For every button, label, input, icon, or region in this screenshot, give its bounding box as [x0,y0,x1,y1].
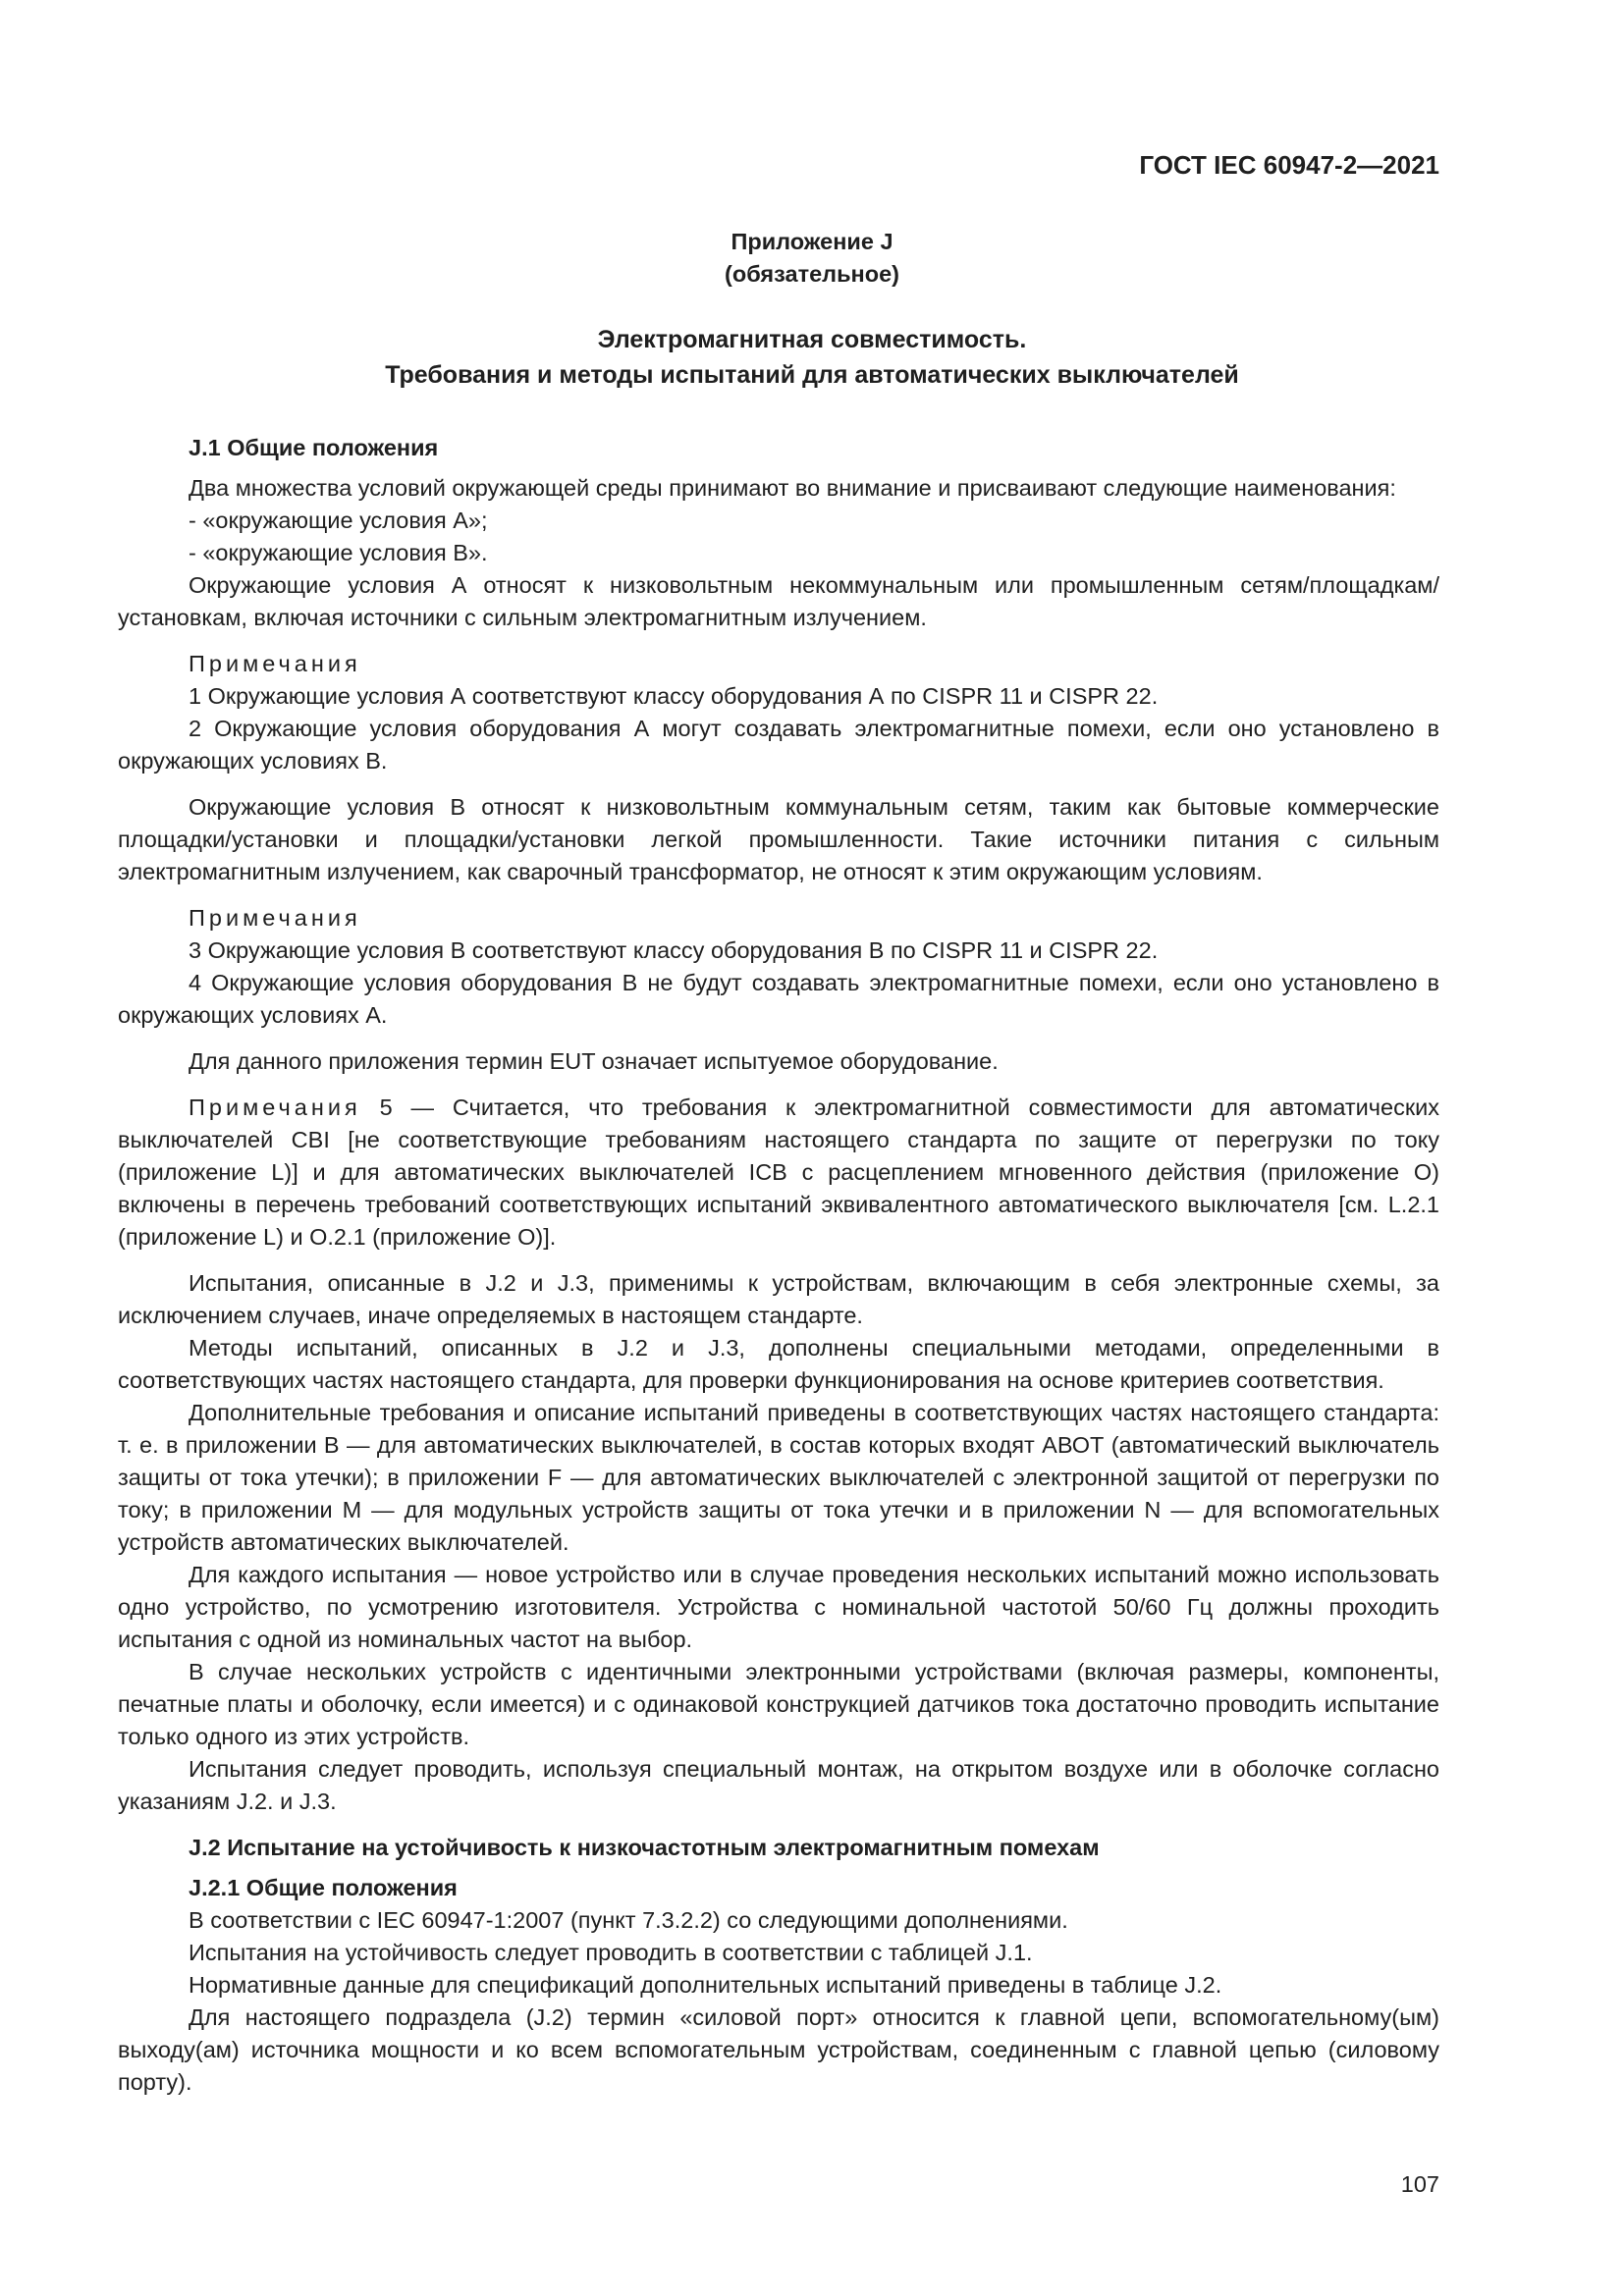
annex-main-title [0,322,1624,393]
section-title-j2: J.2 Испытание на устойчивость к низкочастотным электромагнитным помехам [189,1835,1100,1860]
paragraph: Дополнительные требования и описание испытаний приведены в соответствующих частях настоящего стандарта: т. е. в приложении В — для автоматических выключателей, в состав которых входят АВОТ (автоматический выключатель защиты от тока утечки); в приложении F — для автоматических выключателей с электронной защитой от перегрузки по току; в приложении М — для модульных устройств защиты от тока утечки и в приложении N — для вспомогательных устройств автоматических выключателей. [118,1400,1439,1555]
annex-heading [0,226,1624,291]
paragraph: Методы испытаний, описанных в J.2 и J.3, дополнены специальными методами, определенными в соответствующих частях настоящего стандарта, для проверки функционирования на основе критериев соответствия. [118,1335,1439,1393]
paragraph: Испытания на устойчивость следует проводить в соответствии с таблицей J.1. [189,1940,1033,1965]
paragraph: Испытания, описанные в J.2 и J.3, применимы к устройствам, включающим в себя электронные схемы, за исключением случаев, иначе определяемых в настоящем стандарте. [118,1270,1439,1328]
section-title-j1: J.1 Общие положения [189,435,439,460]
notes-label: Примечания [189,905,361,931]
annex-title-line-1: Электромагнитная совместимость. [597,326,1027,353]
note: 1 Окружающие условия А соответствуют классу оборудования А по CISPR 11 и CISPR 22. [189,683,1159,709]
list-item: - «окружающие условия А»; [189,507,488,533]
paragraph: Два множества условий окружающей среды принимают во внимание и присваивают следующие наименования: [189,475,1396,501]
annex-title-line-2: Требования и методы испытаний для автоматических выключателей [385,361,1239,389]
paragraph: Для данного приложения термин EUT означает испытуемое оборудование. [189,1048,999,1074]
document-number: ГОСТ IEC 60947-2—2021 [1139,150,1439,180]
annex-title: Приложение J [731,229,893,254]
paragraph: Для каждого испытания — новое устройство или в случае проведения нескольких испытаний можно использовать одно устройство, по усмотрению изготовителя. Устройства с номинальной частотой 50/60 Гц должны проходить испытания с одной из номинальных частот на выбор. [118,1562,1439,1652]
paragraph: Окружающие условия А относят к низковольтным некоммунальным или промышленным сетям/площадкам/установкам, включая источники с сильным электромагнитным излучением. [118,572,1439,630]
paragraph: В случае нескольких устройств с идентичными электронными устройствами (включая размеры, компоненты, печатные платы и оболочку, если имеется) и с одинаковой конструкцией датчиков тока достаточно проводить испытание только одного из этих устройств. [118,1659,1439,1749]
note: 3 Окружающие условия В соответствуют классу оборудования В по CISPR 11 и CISPR 22. [189,937,1159,963]
paragraph: Испытания следует проводить, используя специальный монтаж, на открытом воздухе или в оболочке согласно указаниям J.2. и J.3. [118,1756,1439,1814]
note-5-text: 5 — Считается, что требования к электромагнитной совместимости для автоматических выключателей CBI [не соответствующие требованиям настоящего стандарта по защите от перегрузки по току (приложение L)] и для автоматических выключателей ICB с расцеплением мгновенного действия (приложение О) включены в перечень требований соответствующих испытаний эквивалентного автоматического выключателя [см. L.2.1 (приложение L) и O.2.1 (приложение О)]. [118,1095,1439,1250]
subsection-title-j2-1: J.2.1 Общие положения [189,1875,458,1900]
document-body [118,432,1439,2099]
paragraph: В соответствии с IEC 60947-1:2007 (пункт 7.3.2.2) со следующими дополнениями. [189,1907,1068,1933]
notes-label: Примечания [189,1095,361,1120]
note-5 [118,1092,1439,1254]
list-item: - «окружающие условия В». [189,540,488,565]
notes-label: Примечания [189,651,361,676]
page-number: 107 [1400,2171,1439,2197]
note: 2 Окружающие условия оборудования А могут создавать электромагнитные помехи, если оно установлено в окружающих условиях В. [118,716,1439,774]
paragraph: Для настоящего подраздела (J.2) термин «силовой порт» относится к главной цепи, вспомогательному(ым) выходу(ам) источника мощности и ко всем вспомогательным устройствам, соединенным с главной цепью (силовому порту). [118,2004,1439,2095]
paragraph: Окружающие условия В относят к низковольтным коммунальным сетям, таким как бытовые коммерческие площадки/установки и площадки/установки легкой промышленности. Такие источники питания с сильным электромагнитным излучением, как сварочный трансформатор, не относят к этим окружающим условиям. [118,794,1439,884]
note: 4 Окружающие условия оборудования В не будут создавать электромагнитные помехи, если оно установлено в окружающих условиях А. [118,970,1439,1028]
paragraph: Нормативные данные для спецификаций дополнительных испытаний приведены в таблице J.2. [189,1972,1222,1998]
annex-status: (обязательное) [725,261,899,287]
